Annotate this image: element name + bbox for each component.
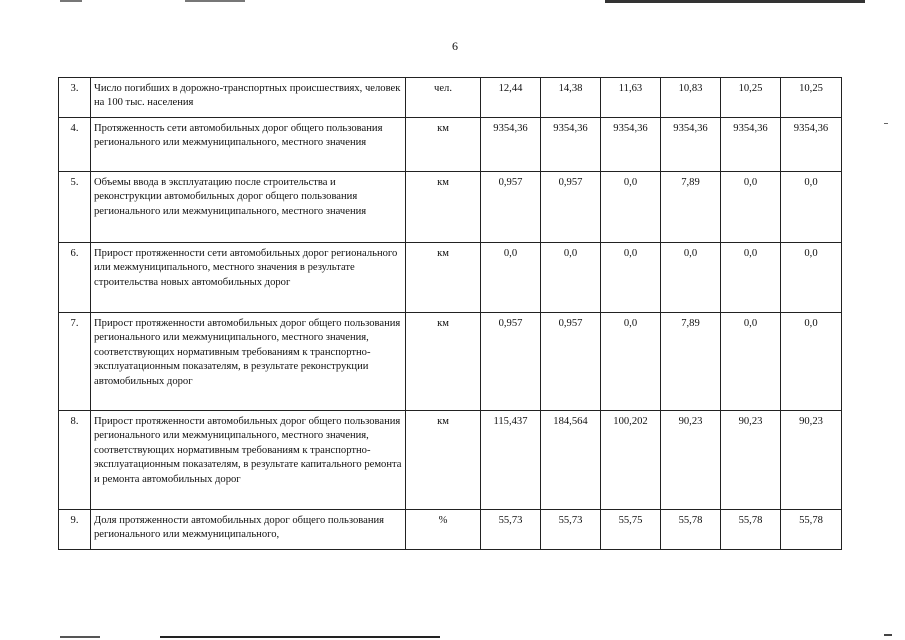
row-number: 8. (59, 411, 91, 510)
value-cell: 0,0 (601, 243, 661, 313)
value-cell: 184,564 (541, 411, 601, 510)
value-cell: 9354,36 (481, 118, 541, 172)
value-cell: 10,25 (721, 78, 781, 118)
value-cell: 0,957 (481, 313, 541, 411)
indicator-name: Прирост протяженности автомобильных дорог общего пользования регионального или межмуниципального, местного значения, соответствующих нормативным требованиям к транспортно-эксплуатационным показателям, в результате реконструкции автомобильных дорог (91, 313, 406, 411)
indicator-name: Число погибших в дорожно-транспортных происшествиях, человек на 100 тыс. населения (91, 78, 406, 118)
value-cell: 9354,36 (601, 118, 661, 172)
unit-cell: км (406, 172, 481, 243)
scan-artifact (605, 0, 865, 3)
row-number: 3. (59, 78, 91, 118)
table-row (59, 510, 842, 550)
value-cell: 10,83 (661, 78, 721, 118)
value-cell: 90,23 (661, 411, 721, 510)
table-row (59, 78, 842, 118)
unit-cell: % (406, 510, 481, 550)
indicator-name: Объемы ввода в эксплуатацию после строительства и реконструкции автомобильных дорог общего пользования регионального или межмуниципального, местного значения (91, 172, 406, 243)
value-cell: 0,0 (721, 313, 781, 411)
value-cell: 100,202 (601, 411, 661, 510)
value-cell: 90,23 (781, 411, 842, 510)
value-cell: 55,78 (721, 510, 781, 550)
indicator-name: Прирост протяженности сети автомобильных дорог регионального или межмуниципального, местного значения в результате строительства новых автомобильных дорог (91, 243, 406, 313)
table-row (59, 313, 842, 411)
scan-artifact (60, 0, 82, 2)
unit-cell: км (406, 243, 481, 313)
value-cell: 0,0 (661, 243, 721, 313)
scan-artifact (884, 628, 892, 636)
value-cell: 10,25 (781, 78, 842, 118)
scan-edge-bottom (0, 634, 905, 640)
row-number: 6. (59, 243, 91, 313)
value-cell: 0,0 (601, 313, 661, 411)
scan-artifact (884, 123, 888, 124)
value-cell: 55,73 (481, 510, 541, 550)
row-number: 5. (59, 172, 91, 243)
indicator-name: Доля протяженности автомобильных дорог общего пользования регионального или межмуниципального, (91, 510, 406, 550)
value-cell: 9354,36 (781, 118, 842, 172)
value-cell: 0,957 (541, 172, 601, 243)
indicator-table (58, 77, 842, 550)
page-number: 6 (452, 39, 458, 53)
value-cell: 0,0 (781, 172, 842, 243)
indicator-name: Протяженность сети автомобильных дорог общего пользования регионального или межмуниципального, местного значения (91, 118, 406, 172)
unit-cell: км (406, 411, 481, 510)
value-cell: 90,23 (721, 411, 781, 510)
table-row (59, 243, 842, 313)
value-cell: 9354,36 (661, 118, 721, 172)
table-row (59, 411, 842, 510)
value-cell: 0,0 (541, 243, 601, 313)
value-cell: 0,0 (601, 172, 661, 243)
row-number: 7. (59, 313, 91, 411)
value-cell: 55,78 (661, 510, 721, 550)
value-cell: 0,0 (721, 172, 781, 243)
table-row (59, 172, 842, 243)
value-cell: 55,75 (601, 510, 661, 550)
scan-artifact (160, 636, 440, 638)
value-cell: 0,0 (721, 243, 781, 313)
unit-cell: чел. (406, 78, 481, 118)
value-cell: 12,44 (481, 78, 541, 118)
unit-cell: км (406, 118, 481, 172)
value-cell: 11,63 (601, 78, 661, 118)
scan-edge-top (0, 0, 905, 6)
unit-cell: км (406, 313, 481, 411)
value-cell: 115,437 (481, 411, 541, 510)
value-cell: 55,78 (781, 510, 842, 550)
value-cell: 55,73 (541, 510, 601, 550)
table-row (59, 118, 842, 172)
value-cell: 9354,36 (721, 118, 781, 172)
row-number: 9. (59, 510, 91, 550)
scan-artifact (60, 636, 100, 638)
value-cell: 14,38 (541, 78, 601, 118)
value-cell: 9354,36 (541, 118, 601, 172)
value-cell: 0,0 (481, 243, 541, 313)
row-number: 4. (59, 118, 91, 172)
value-cell: 0,957 (481, 172, 541, 243)
scan-artifact (185, 0, 245, 2)
indicator-name: Прирост протяженности автомобильных дорог общего пользования регионального или межмуниципального, местного значения, соответствующих нормативным требованиям к транспортно-эксплуатационным показателям, в результате капитального ремонта и ремонта автомобильных дорог (91, 411, 406, 510)
value-cell: 0,0 (781, 243, 842, 313)
value-cell: 7,89 (661, 172, 721, 243)
value-cell: 0,957 (541, 313, 601, 411)
value-cell: 0,0 (781, 313, 842, 411)
value-cell: 7,89 (661, 313, 721, 411)
